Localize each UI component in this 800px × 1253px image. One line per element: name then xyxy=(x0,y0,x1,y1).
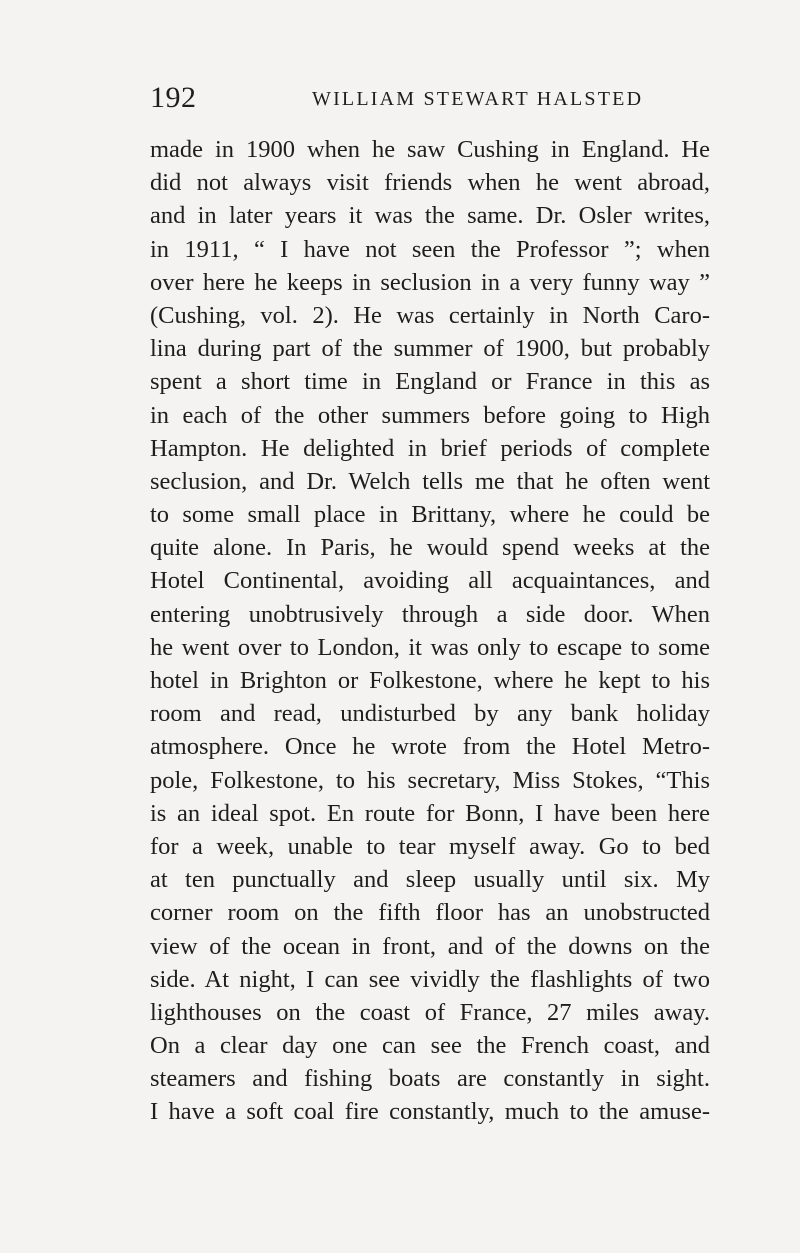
text-line: side. At night, I can see vividly the flashlights of two xyxy=(150,965,710,993)
text-line: (Cushing, vol. 2). He was certainly in North Caro- xyxy=(150,301,710,329)
text-line: over here he keeps in seclusion in a very funny way ” xyxy=(150,268,710,296)
text-line: steamers and fishing boats are constantly in sight. xyxy=(150,1065,710,1093)
text-line: for a week, unable to tear myself away. Go to bed xyxy=(150,832,710,860)
text-line: made in 1900 when he saw Cushing in England. He xyxy=(150,136,710,163)
text-line: entering unobtrusively through a side door. When xyxy=(150,600,710,628)
text-line: did not always visit friends when he went abroad, xyxy=(150,169,710,197)
text-line: Hotel Continental, avoiding all acquaintances, and xyxy=(150,567,710,595)
page-number: 192 xyxy=(150,81,197,114)
text-line: lighthouses on the coast of France, 27 miles away. xyxy=(150,998,710,1026)
text-line: seclusion, and Dr. Welch tells me that he often went xyxy=(150,467,710,495)
running-head xyxy=(150,78,710,118)
text-line: lina during part of the summer of 1900, but probably xyxy=(150,335,710,363)
text-line: atmosphere. Once he wrote from the Hotel Metro- xyxy=(150,733,710,761)
text-line: is an ideal spot. En route for Bonn, I have been here xyxy=(150,799,710,827)
text-line: he went over to London, it was only to escape to some xyxy=(150,633,710,661)
text-line: On a clear day one can see the French coast, and xyxy=(150,1032,710,1060)
text-line: and in later years it was the same. Dr. Osler writes, xyxy=(150,202,710,230)
text-line: in 1911, “ I have not seen the Professor ”; when xyxy=(150,235,710,263)
text-line: quite alone. In Paris, he would spend weeks at the xyxy=(150,534,710,562)
text-line: spent a short time in England or France in this as xyxy=(150,368,710,396)
text-line: view of the ocean in front, and of the downs on the xyxy=(150,932,710,960)
text-line: pole, Folkestone, to his secretary, Miss Stokes, “This xyxy=(150,766,710,794)
text-line: at ten punctually and sleep usually until six. My xyxy=(150,866,710,894)
text-line: I have a soft coal fire constantly, much to the amuse- xyxy=(150,1098,710,1126)
text-line: hotel in Brighton or Folkestone, where he kept to his xyxy=(150,667,710,694)
text-line: to some small place in Brittany, where he could be xyxy=(150,501,710,529)
body-text xyxy=(150,133,710,1129)
text-line: Hampton. He delighted in brief periods of complete xyxy=(150,434,710,462)
text-line: corner room on the fifth floor has an unobstructed xyxy=(150,899,710,927)
text-line: in each of the other summers before going to High xyxy=(150,401,710,429)
running-title: WILLIAM STEWART HALSTED xyxy=(312,88,644,110)
text-line: room and read, undisturbed by any bank holiday xyxy=(150,700,710,728)
